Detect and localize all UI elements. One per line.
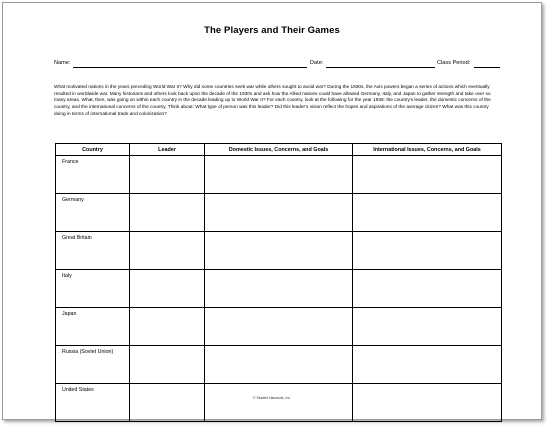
leader-cell[interactable]: [130, 308, 205, 346]
international-cell[interactable]: [353, 384, 502, 422]
leader-cell[interactable]: [130, 346, 205, 384]
worksheet-page: [2, 2, 542, 420]
table-row: [56, 156, 502, 194]
country-cell: France: [56, 156, 130, 194]
international-cell[interactable]: [353, 270, 502, 308]
country-analysis-table: [55, 143, 502, 422]
domestic-cell[interactable]: [205, 194, 353, 232]
country-cell: Italy: [56, 270, 130, 308]
header-domestic-issues: Domestic Issues, Concerns, and Goals: [205, 144, 353, 156]
date-label: Date:: [310, 60, 324, 66]
class-period-label: Class Period:: [437, 60, 471, 66]
leader-cell[interactable]: [130, 194, 205, 232]
international-cell[interactable]: [353, 232, 502, 270]
international-cell[interactable]: [353, 308, 502, 346]
date-blank[interactable]: [326, 67, 435, 68]
country-cell: Japan: [56, 308, 130, 346]
copyright-footer: © Student Handouts, Inc.: [253, 396, 291, 400]
class-period-blank[interactable]: [474, 67, 500, 68]
table-row: [56, 194, 502, 232]
name-blank[interactable]: [73, 67, 307, 68]
domestic-cell[interactable]: [205, 156, 353, 194]
instructions-paragraph: What motivated nations in the years preceding World War II? Why did some countries seek war while others sought to avoid war? During the 1930s, the Axis powers began a series of actions which eventually resulted in worldwide war. Many historians and others look back upon the decade of the 1930s and ask how the Allied nations could have allowed Germany, Italy, and Japan to gather strength and take over so many areas. What, then, was going on within each country in the decade leading up to World War II? For each country, look at the following for the year 1938: the country's leader, the domestic concerns of the country, and the international concerns of the country. Think about: What type of person was this leader? Did this leader's vision reflect the hopes and aspirations of the average citizen? What was this country doing in terms of international trade and colonization?: [54, 85, 491, 117]
international-cell[interactable]: [353, 346, 502, 384]
table-header-row: [56, 144, 502, 156]
country-cell: Russia (Soviet Union): [56, 346, 130, 384]
domestic-cell[interactable]: [205, 384, 353, 422]
country-cell: Great Britain: [56, 232, 130, 270]
table-row: [56, 270, 502, 308]
header-international-issues: International Issues, Concerns, and Goals: [353, 144, 502, 156]
country-cell: United States: [56, 384, 130, 422]
leader-cell[interactable]: [130, 270, 205, 308]
table-row: [56, 232, 502, 270]
name-label: Name:: [54, 60, 71, 66]
table-row: [56, 346, 502, 384]
header-country: Country: [56, 144, 130, 156]
leader-cell[interactable]: [130, 232, 205, 270]
international-cell[interactable]: [353, 156, 502, 194]
student-info-line: [54, 59, 500, 69]
domestic-cell[interactable]: [205, 308, 353, 346]
table-row: [56, 308, 502, 346]
leader-cell[interactable]: [130, 156, 205, 194]
country-cell: Germany: [56, 194, 130, 232]
domestic-cell[interactable]: [205, 346, 353, 384]
leader-cell[interactable]: [130, 384, 205, 422]
table-row: [56, 384, 502, 422]
worksheet-title: The Players and Their Games: [204, 25, 340, 36]
domestic-cell[interactable]: [205, 232, 353, 270]
international-cell[interactable]: [353, 194, 502, 232]
domestic-cell[interactable]: [205, 270, 353, 308]
header-leader: Leader: [130, 144, 205, 156]
